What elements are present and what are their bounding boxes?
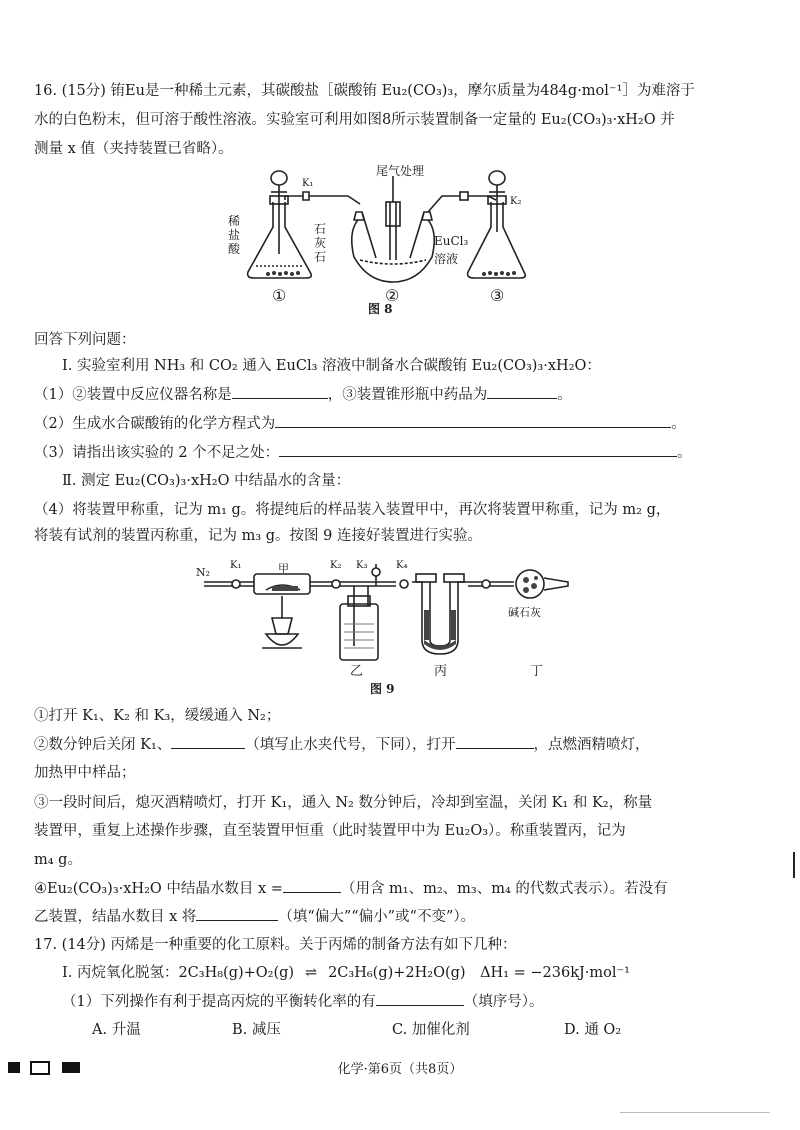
label-n2: N₂	[196, 566, 211, 579]
step-4-line-2	[34, 906, 475, 927]
q17-line-2	[62, 963, 630, 983]
step-2-text-a: ②数分钟后关闭 K₁、	[34, 737, 172, 753]
page-footer	[0, 1058, 800, 1078]
label-k1: K₁	[302, 178, 314, 189]
answer-blank-5[interactable]	[171, 734, 245, 749]
q16-sub-2	[34, 413, 686, 434]
step-1: ①打开 K₁、K₂ 和 K₃，缓缓通入 N₂；	[34, 708, 281, 724]
step-4-text-d: （填“偏大”“偏小”或“不变”）。	[278, 909, 476, 925]
q16-sub-3-end: 。	[677, 445, 692, 461]
answer-blank-8[interactable]	[196, 906, 278, 921]
answer-blank-4[interactable]	[279, 442, 677, 457]
q16-sub-1-text-b: ，③装置锥形瓶中药品为	[327, 387, 488, 403]
q17-sub-1	[62, 991, 543, 1012]
label-num-3: ③	[490, 286, 505, 305]
label-ding: 丁	[530, 664, 544, 679]
answer-intro: 回答下列问题：	[34, 332, 136, 348]
label-limestone: 石灰石	[314, 222, 327, 264]
figure-9-caption: 图 9	[370, 682, 395, 696]
q16-sub-1-end: 。	[557, 387, 572, 403]
q16-sub-2-end: 。	[671, 416, 686, 432]
q16-sub-4-line-b: 将装有试剂的装置丙称重，记为 m₃ g。按图 9 连接好装置进行实验。	[34, 528, 483, 544]
step-3-line-2: 装置甲，重复上述操作步骤，直至装置甲恒重（此时装置甲中为 Eu₂O₃）。称重装置丙，记为	[34, 823, 626, 839]
step-2	[34, 734, 650, 755]
step-4-text-a: ④Eu₂(CO₃)₃·xH₂O 中结晶水数目 x =	[34, 881, 283, 897]
q16-sub-1-text-a: （1）②装置中反应仪器名称是	[34, 387, 232, 403]
answer-blank-3[interactable]	[275, 413, 671, 428]
label-jia: 甲	[278, 562, 289, 575]
option-c: C. 加催化剂	[392, 1022, 470, 1038]
label-k2: K₂	[510, 196, 522, 207]
q16-line-2: 水的白色粉末，但可溶于酸性溶液。实验室可利用如图8所示装置制备一定量的 Eu₂(CO₃)₃·xH₂O 并	[34, 112, 675, 128]
answer-blank-9[interactable]	[376, 991, 464, 1006]
q16-sub-2-text: （2）生成水合碳酸铕的化学方程式为	[34, 416, 276, 432]
bottom-rule	[620, 1112, 770, 1113]
label-yi: 乙	[350, 664, 364, 679]
label-tail-gas: 尾气处理	[376, 164, 425, 178]
step-2-text-c: ，点燃酒精喷灯，	[533, 737, 650, 753]
label-bing: 丙	[434, 664, 448, 679]
label-soda-lime: 碱石灰	[508, 606, 541, 619]
option-a: A. 升温	[92, 1022, 141, 1038]
label-num-2: ②	[385, 286, 400, 305]
part-1-heading: Ⅰ. 实验室利用 NH₃ 和 CO₂ 通入 EuCl₃ 溶液中制备水合碳酸铕 Eu₂(CO₃)₃·xH₂O：	[62, 358, 601, 374]
figure-9-apparatus	[196, 556, 596, 679]
margin-mark	[793, 852, 795, 878]
step-4-line-1	[34, 878, 668, 899]
part-2-heading: Ⅱ. 测定 Eu₂(CO₃)₃·xH₂O 中结晶水的含量：	[62, 473, 351, 489]
label-fig9-k3: K₃	[356, 560, 368, 571]
step-4-text-b: （用含 m₁、m₂、m₃、m₄ 的代数式表示）。若没有	[340, 881, 668, 897]
step-2-text-b: （填写止水夹代号，下同），打开	[245, 737, 456, 753]
step-3-line-1: ③一段时间后，熄灭酒精喷灯，打开 K₁，通入 N₂ 数分钟后，冷却到室温，关闭 K₁ 和 K₂，称量	[34, 795, 653, 811]
q17-reaction-left: Ⅰ. 丙烷氧化脱氢：2C₃H₈(g)+O₂(g)	[62, 965, 295, 981]
page-number: 化学·第6页（共8页）	[337, 1062, 463, 1077]
answer-blank-7[interactable]	[283, 878, 341, 893]
label-fig9-k2: K₂	[330, 560, 342, 571]
answer-blank-6[interactable]	[456, 734, 534, 749]
step-3-line-3: m₄ g。	[34, 852, 82, 868]
figure-8-caption: 图 8	[368, 302, 393, 316]
option-b: B. 减压	[232, 1022, 281, 1038]
q16-sub-1	[34, 384, 572, 405]
answer-blank-1[interactable]	[232, 384, 328, 399]
label-num-1: ①	[272, 286, 287, 305]
q16-line-1: 16. (15分) 铕Eu是一种稀土元素，其碳酸盐［碳酸铕 Eu₂(CO₃)₃，摩尔质量为484g·mol⁻¹］为难溶于	[34, 83, 695, 99]
q17-sub-1-text-b: （填序号）。	[463, 994, 544, 1010]
q16-sub-3	[34, 442, 692, 463]
figure-8-apparatus	[228, 162, 548, 312]
label-eucl3: EuCl₃	[434, 234, 469, 248]
q16-line-3: 测量 x 值（夹持装置已省略）。	[34, 141, 233, 157]
q17-line-1: 17. (14分) 丙烯是一种重要的化工原料。关于丙烯的制备方法有如下几种：	[34, 937, 517, 953]
q16-sub-3-text: （3）请指出该实验的 2 个不足之处：	[34, 445, 280, 461]
step-4-text-c: 乙装置，结晶水数目 x 将	[34, 909, 197, 925]
q16-sub-4-line-a: （4）将装置甲称重，记为 m₁ g。将提纯后的样品装入装置甲中，再次将装置甲称重，记为 m₂ g，	[34, 502, 671, 518]
q17-reaction-right: 2C₃H₆(g)+2H₂O(g) ΔH₁ = −236kJ·mol⁻¹	[328, 965, 630, 981]
q17-sub-1-text-a: （1）下列操作有利于提高丙烷的平衡转化率的有	[62, 994, 376, 1010]
equilibrium-arrow-icon: ⇌	[305, 965, 318, 981]
label-dilute-hcl: 稀盐酸	[228, 214, 241, 256]
option-d: D. 通 O₂	[564, 1022, 622, 1038]
step-2-line-2: 加热甲中样品；	[34, 765, 136, 781]
answer-blank-2[interactable]	[487, 384, 557, 399]
label-fig9-k4: K₄	[396, 560, 408, 571]
label-solution: 溶液	[434, 252, 459, 266]
label-fig9-k1: K₁	[230, 560, 242, 571]
